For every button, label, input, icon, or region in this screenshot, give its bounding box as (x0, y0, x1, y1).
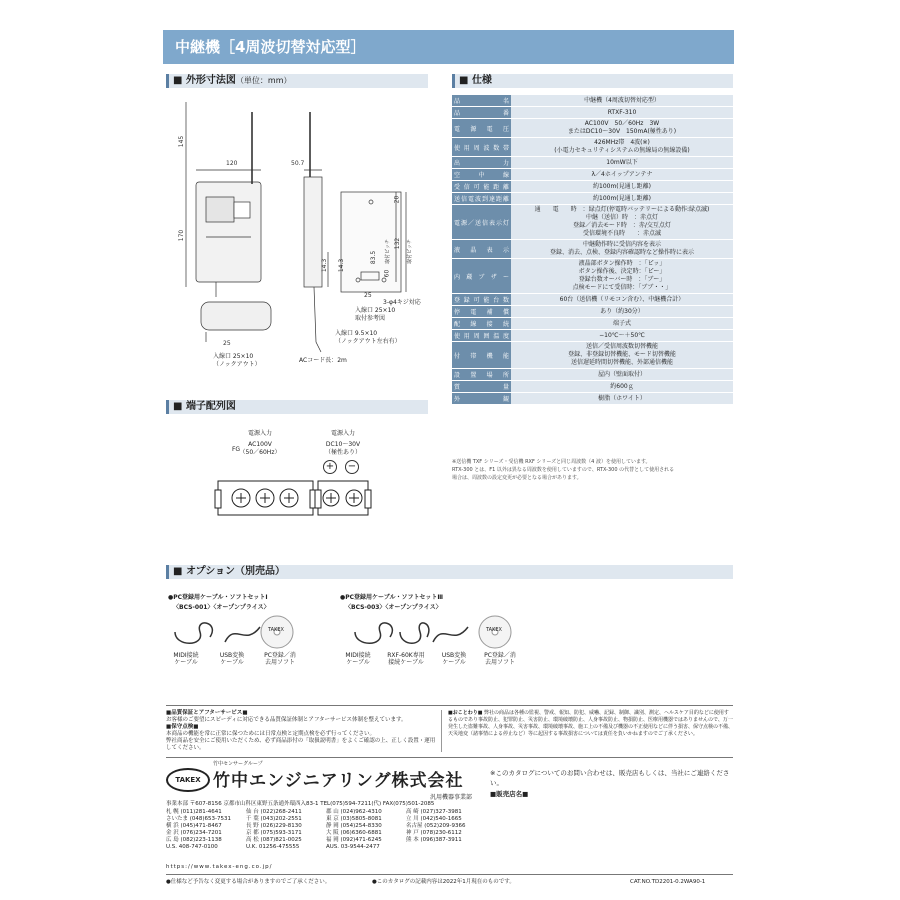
spec-key: 電源電圧 (452, 119, 511, 138)
inlet2-label: 入線口 9.5×10 (335, 330, 378, 337)
spec-value (511, 330, 733, 342)
midi-cable-image-1 (175, 623, 212, 643)
hq-address: 事業本部 〒607-8156 京都市山科区東野五条通外環西入83-1 TEL(075)594-7211(代) FAX(075)501-2085 (166, 801, 435, 807)
section-terminal-title: 端子配列図 (185, 401, 236, 412)
spec-value-line: −10℃〜＋50℃ (599, 331, 645, 339)
spec-row (452, 169, 733, 181)
spec-row (452, 205, 733, 240)
option-item-caption-line: ケーブル (442, 659, 466, 666)
spec-value-line: 約100m(見通し距離) (593, 194, 651, 202)
option-item-caption (384, 652, 428, 666)
spec-value-line: RTXF-310 (607, 108, 637, 116)
spec-value-line: 中継機（4周波切替対応型） (584, 96, 660, 104)
option-set1-sub: 〈BCS-001〉〈オープンプライス〉 (173, 604, 270, 611)
option-set3-items (340, 652, 520, 666)
spec-key: 液晶表示 (452, 240, 511, 259)
office-entry: 福 岡 (092)471-6245 (326, 837, 382, 843)
terminal-dc-sub: （極性あり） (324, 449, 361, 456)
outline-drawing (166, 92, 451, 382)
spec-key: 送信電波到達距離 (452, 193, 511, 205)
section-option-header (166, 565, 733, 579)
dim-50-7: 50.7 (291, 160, 305, 167)
office-row (166, 844, 486, 851)
spec-row (452, 119, 733, 138)
cd-label-3: TAKEX (486, 627, 502, 633)
spec-value-line: 液晶部ボタン操作時 ：「ピッ」 (578, 260, 666, 267)
section-option-title: オプション（別売品） (185, 566, 286, 577)
spec-value-line: 受信環境不良時 ：赤点滅 (582, 230, 661, 237)
office-list (166, 809, 486, 851)
option-item-caption-line: PC登録／消 (264, 652, 296, 659)
inlet2-note (335, 330, 401, 346)
option-item-caption (340, 652, 376, 666)
spec-value (511, 294, 733, 306)
terminal-dc: DC10〜30V (325, 441, 361, 448)
spec-key: 停電補償 (452, 306, 511, 318)
spec-value (511, 369, 733, 381)
inquiry-note: ※このカタログについてのお問い合わせは、販売店もしくは、当社にご連絡ください。 (490, 769, 730, 787)
spec-value-line: 端子式 (612, 319, 631, 327)
spec-key: 付帯機能 (452, 342, 511, 369)
office-row (166, 823, 486, 830)
option-item-caption-line: PC登録／消 (484, 652, 516, 659)
spec-key: 外観 (452, 393, 511, 405)
spec-value (511, 193, 733, 205)
spec-table (452, 95, 733, 405)
spec-value (511, 138, 733, 157)
office-entry: 京 都 (075)593-3171 (246, 830, 302, 836)
dim-170: 170 (178, 229, 186, 242)
spec-key: 質量 (452, 381, 511, 393)
inlet3-note (213, 353, 261, 369)
spec-value (511, 95, 733, 107)
usb-cable-image-1 (225, 627, 260, 642)
cord-note: ACコード長：2m (299, 357, 347, 364)
bottom-note-left: ●仕様など予告なく変更する場合がありますのでご了承ください。 (166, 879, 331, 885)
section-icon: ■ (173, 75, 186, 86)
spec-key: 使用周波数帯 (452, 138, 511, 157)
section-icon: ■ (459, 75, 472, 86)
spec-row (452, 381, 733, 393)
spec-value (511, 306, 733, 318)
dim-14-3a: 14.3 (321, 258, 329, 273)
spec-value-line: 樹脂（ホワイト） (598, 394, 646, 402)
spec-value-line: 中継（送信）時 ：赤点灯 (585, 214, 658, 221)
spec-value (511, 181, 733, 193)
option-item-caption-line: USB変換 (219, 652, 245, 659)
spec-key: 使用周囲温度 (452, 330, 511, 342)
footer-divider-top (166, 705, 733, 706)
spec-value-line: AC100V 50／60Hz 3W (584, 120, 660, 127)
office-entry: 神 戸 (078)230-6112 (406, 830, 462, 836)
spec-row (452, 342, 733, 369)
office-row (166, 837, 486, 844)
section-outline-title: 外形寸法図 (185, 75, 236, 86)
office-entry: 横 浜 (045)471-8467 (166, 823, 222, 829)
spec-key: 品名 (452, 95, 511, 107)
option-item-caption (168, 652, 204, 666)
option-item-caption-line: 去用ソフト (484, 659, 515, 666)
inlet1-label: 入線口 25×10 (355, 307, 396, 314)
warranty-title: ■品質保証とアフターサービス■ (166, 710, 248, 716)
spec-value-line: またはDC10〜30V 150mA(極性あり) (567, 128, 677, 135)
spec-key: 空中線 (452, 169, 511, 181)
spec-value (511, 381, 733, 393)
spec-row (452, 393, 733, 405)
spec-value-line: 10mW以下 (606, 158, 638, 166)
option-item-caption-line: MIDI接続 (173, 652, 199, 659)
spec-row (452, 138, 733, 157)
option-set3-title: ●PC登録用ケーブル・ソフトセットⅢ (340, 594, 443, 601)
device-bottom-view (201, 302, 271, 330)
office-entry: 千 葉 (043)202-2551 (246, 816, 302, 822)
office-entry: 長 野 (026)229-8130 (246, 823, 302, 829)
spec-note-line: ※送信機 TXF シリーズ・受信機 RXF シリーズと同じ周波数（4 波）を使用しています。 (452, 459, 651, 465)
page-title: 中継機［4周波切替対応型］ (163, 30, 734, 64)
option-images (165, 612, 525, 650)
group-name: 竹中センサーグループ (213, 761, 263, 767)
spec-value-line: 約600ｇ (610, 382, 634, 390)
spec-value-line: 点検モードにて受信時：「ブブ・・」 (572, 284, 672, 291)
office-entry: AUS. 03-9544-2477 (326, 844, 380, 850)
spec-value-line: ボタン操作後、決定時：「ピー」 (578, 268, 666, 275)
office-row (166, 816, 486, 823)
spec-row (452, 95, 733, 107)
section-icon: ■ (173, 566, 186, 577)
office-entry: 立 川 (042)540-1665 (406, 816, 462, 822)
section-spec-header (452, 74, 733, 88)
option-item-caption (436, 652, 472, 666)
spec-value-line: 60台（送信機（リモコン含む）、中継機合計） (559, 295, 685, 303)
spec-row (452, 306, 733, 318)
option-item-caption (480, 652, 520, 666)
spec-key: 出力 (452, 157, 511, 169)
option-set1-title: ●PC登録用ケーブル・ソフトセットⅠ (168, 594, 268, 601)
option-set1-items (168, 652, 300, 666)
office-entry: 名古屋 (052)209-9366 (406, 823, 466, 829)
spec-value-line: 送信／受信周波数切替機能 (585, 343, 658, 350)
notice-block (448, 710, 733, 738)
spec-value (511, 342, 733, 369)
spec-value-line: λ／4ホイップアンテナ (591, 170, 653, 178)
terminal-ac-sub: （50／60Hz） (239, 449, 281, 456)
footer-vertical-divider (441, 710, 442, 752)
footer-divider-bottom (166, 874, 733, 875)
inlet2-sub: （ノックアウト左右有） (335, 338, 401, 345)
spec-row (452, 318, 733, 330)
warranty-text: お客様のご要望にスピーディに対応できる品質保証体制とアフターサービス体制を整えています。 (166, 717, 407, 723)
option-item-caption-line: 接続ケーブル (388, 659, 424, 666)
spec-key: 設置場所 (452, 369, 511, 381)
option-item-caption-line: ケーブル (346, 659, 370, 666)
office-entry: さいたま (048)653-7531 (166, 816, 232, 822)
dim-25b: 25 (223, 340, 231, 347)
spec-note (452, 458, 737, 482)
spec-value (511, 259, 733, 294)
section-outline-header (166, 74, 428, 88)
pitch-label-2: 取付ピッチ (406, 239, 413, 264)
spec-value-line: 約100m(見通し距離) (593, 182, 651, 190)
terminal-ac: AC100V (248, 441, 272, 448)
terminal-power-label-dc: 電源入力 (330, 430, 355, 437)
office-entry: 高 崎 (027)327-3981 (406, 809, 462, 815)
spec-key: 登録可能台数 (452, 294, 511, 306)
section-outline-unit: （単位：mm） (235, 76, 292, 85)
terminal-fg: FG (231, 446, 241, 453)
spec-value (511, 205, 733, 240)
spec-value (511, 318, 733, 330)
bottom-note-mid: ●このカタログの記載内容は2022年1月現在のものです。 (372, 879, 515, 885)
dim-120: 120 (226, 160, 238, 167)
office-entry: 広 島 (082)223-1138 (166, 837, 222, 843)
option-item-caption (212, 652, 252, 666)
spec-value (511, 107, 733, 119)
maint-text1: 本商品の機能を常に正常に保つためには日常点検と定期点検を必ず行ってください。 (166, 731, 376, 737)
office-entry: U.K. 01256-475555 (246, 844, 300, 850)
device-side-body (304, 177, 322, 287)
office-entry: 仙 台 (022)268-2411 (246, 809, 302, 815)
warranty-block (166, 710, 436, 752)
spec-key: 電源／送信表示灯 (452, 205, 511, 240)
notice-text: 弊社の商品は各種の監視、警戒、報知、防犯、威嚇、記録、制御、識別、測定、ヘルスケア目的などに使用するものであり事故防止、犯罪防止、災害防止、環境破壊防止、人身事故防止、物損防止、医療用機器ではありませんので、万一発生した盗難事故、人身事故、災害事故、環境破壊事故、施工上の不備及び機器の不正使用などに伴う損害、保守点検の不備、天災地変（諸事情による停止など）等に起因する事故損害については責任を負いかねますのでご了承ください。 (448, 710, 734, 737)
pitch-label-1: 取付ピッチ (384, 239, 391, 264)
spec-row (452, 259, 733, 294)
spec-value (511, 157, 733, 169)
office-entry: 郡 山 (024)962-4310 (326, 809, 382, 815)
spec-row (452, 107, 733, 119)
spec-value-line: 通 電 時 ：緑点灯(停電時バッテリーによる動作:緑点滅) (534, 206, 710, 213)
device-mount-view (341, 192, 401, 292)
spec-value-line: 登録、消去、点検、登録内容確認時など操作時に表示 (549, 249, 694, 256)
maint-text2: 弊社商品を安全にご使用いただくため、必ず商品添付の「取扱説明書」をよくご確認の上、正しく設置・運用してください。 (166, 738, 436, 751)
hole-note: 3-φ4キジ対応 (383, 299, 421, 306)
office-entry: 東 京 (03)5805-8081 (326, 816, 382, 822)
spec-key: 内蔵ブザー (452, 259, 511, 294)
cd-label-1: TAKEX (268, 627, 284, 633)
office-row (166, 809, 486, 816)
spec-row (452, 369, 733, 381)
spec-key: 品番 (452, 107, 511, 119)
office-entry: 金 沢 (076)234-7201 (166, 830, 222, 836)
inlet3-label: 入線口 25×10 (213, 353, 254, 360)
spec-row (452, 330, 733, 342)
spec-value-line: 登録、非登録切替機能、モード切替機能 (568, 351, 676, 358)
maint-title: ■保守点検■ (166, 724, 199, 730)
spec-value (511, 393, 733, 405)
option-item-caption (260, 652, 300, 666)
notice-title: ■おことわり■ (448, 710, 483, 716)
midi-cable-image-3 (355, 623, 392, 643)
division-name: 汎用機器事業部 (430, 794, 473, 801)
terminal-plus-mark: + (323, 460, 337, 474)
usb-cable-image-3 (433, 627, 468, 642)
spec-value-line: あり（約30分） (600, 307, 644, 315)
option-set3-sub: 〈BCS-003〉〈オープンプライス〉 (345, 604, 442, 611)
terminal-power-label-ac: 電源入力 (247, 430, 272, 437)
option-item-caption-line: RXF-60K専用 (387, 652, 425, 659)
dim-132: 132 (394, 237, 402, 250)
spec-value (511, 240, 733, 259)
spec-key: 配線接続 (452, 318, 511, 330)
spec-row (452, 181, 733, 193)
dealer-label: ■販売店名■ (490, 790, 529, 798)
office-entry: 札 幌 (011)281-4641 (166, 809, 222, 815)
office-entry: 高 松 (087)821-0025 (246, 837, 302, 843)
takex-logo: TAKEX (166, 768, 210, 792)
spec-value-line: 屋内（壁面取付） (597, 370, 646, 378)
office-entry: 静 岡 (054)254-8330 (326, 823, 382, 829)
spec-value-line: 中継動作時に受信内容を表示 (582, 241, 661, 248)
office-row (166, 830, 486, 837)
spec-note-line: RTX-300 とは、F1 以外は異なる周波数を使用していますので、RTX-300 の代替として使用される (452, 467, 675, 473)
section-spec-title: 仕様 (471, 75, 492, 86)
dim-145: 145 (178, 135, 186, 148)
spec-row (452, 157, 733, 169)
company-url[interactable]: https://www.takex-eng.co.jp/ (166, 864, 273, 870)
company-name: 竹中エンジニアリング株式会社 (213, 771, 464, 791)
option-item-caption-line: MIDI接続 (345, 652, 371, 659)
spec-value-line: 登録台数オーバー時 ：「ブー」 (578, 276, 666, 283)
dim-83-5: 83.5 (370, 250, 378, 265)
inlet1-note (355, 307, 395, 323)
terminal-minus-mark: − (345, 460, 359, 474)
section-terminal-header (166, 400, 428, 414)
inlet3-sub: （ノックアウト） (213, 361, 261, 368)
spec-value-line: 登録／消去モード時 ：赤/交互点灯 (573, 222, 671, 229)
option-item-caption-line: ケーブル (174, 659, 198, 666)
office-entry: U.S. 408-747-0100 (166, 844, 218, 850)
spec-note-line: 場合は、周波数の設定変更が必要となる場合があります。 (452, 475, 582, 481)
office-entry (406, 844, 486, 851)
dim-20: 20 (393, 195, 401, 204)
spec-value-line: 送信遅延時間切替機能、外部通信機能 (570, 359, 673, 366)
terminal-block-drawing (213, 476, 373, 521)
inlet1-sub: 取付参考図 (355, 315, 386, 322)
spec-value (511, 119, 733, 138)
footer-divider-mid (166, 757, 733, 758)
catalog-number: CAT.NO.TD2201-0.2WA90-1 (630, 879, 706, 885)
dim-60: 60 (383, 269, 391, 278)
spec-row (452, 240, 733, 259)
spec-key: 受信可能距離 (452, 181, 511, 193)
spec-value (511, 169, 733, 181)
spec-value-line: 426MHz帯 4波(※) (594, 139, 650, 146)
option-item-caption-line: 去用ソフト (264, 659, 295, 666)
dim-14-3b: 14.3 (338, 258, 346, 273)
dim-25a: 25 (364, 292, 372, 299)
section-icon: ■ (173, 401, 186, 412)
spec-row (452, 193, 733, 205)
rxf-cable-image-3 (400, 623, 429, 643)
office-entry: 大 阪 (06)6360-6881 (326, 830, 382, 836)
spec-value-line: (小電力セキュリティシステムの無線局の無線設備) (554, 147, 690, 154)
option-item-caption-line: ケーブル (220, 659, 244, 666)
option-item-caption-line: USB変換 (441, 652, 467, 659)
office-entry: 熊 本 (096)387-3911 (406, 837, 462, 843)
spec-row (452, 294, 733, 306)
